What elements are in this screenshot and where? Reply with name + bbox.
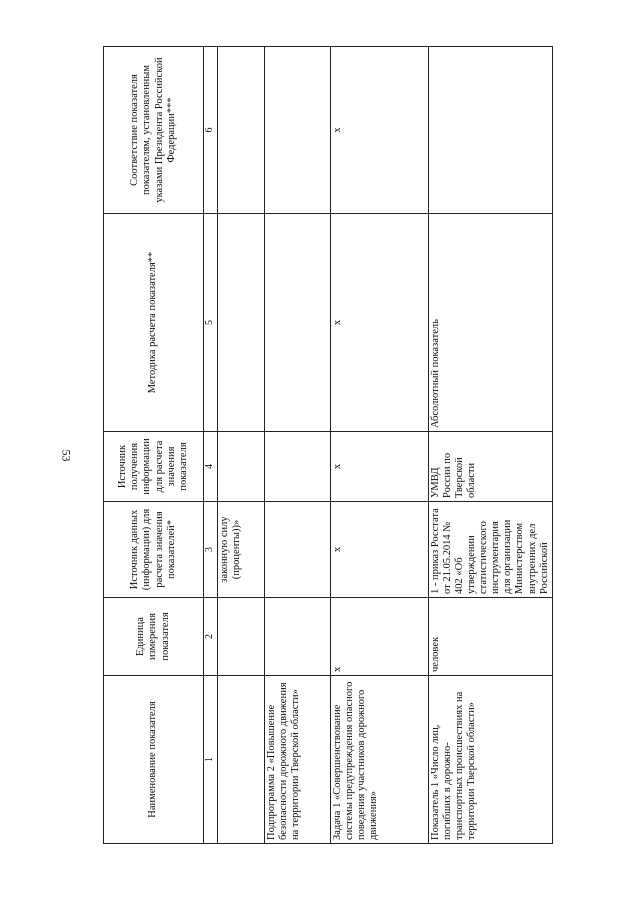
- cell: Показатель 1 «Число лиц, погибших в дорожно-транспортных происшествиях на территории Тверской области»: [429, 676, 553, 844]
- rotated-table-wrapper: [103, 47, 616, 844]
- table-row: [218, 47, 265, 844]
- table-row: [331, 47, 429, 844]
- cell: [218, 676, 265, 844]
- cell: [265, 47, 331, 214]
- column-number: 1: [204, 676, 218, 844]
- cell: [218, 47, 265, 214]
- column-number: 6: [204, 47, 218, 214]
- cell: [218, 214, 265, 432]
- table-row: [429, 47, 553, 844]
- cell: [265, 214, 331, 432]
- cell: х: [331, 214, 429, 432]
- column-number: 4: [204, 432, 218, 502]
- cell: х: [331, 598, 429, 676]
- cell: [218, 598, 265, 676]
- cell: Абсолютный показатель: [429, 214, 553, 432]
- cell: [265, 432, 331, 502]
- cell: законную силу (проценты))»: [218, 502, 265, 598]
- header-data-source: Источник данных (информации) для расчета значения показателей*: [104, 502, 204, 598]
- cell: 1 - приказ Росстата от 21.05.2014 № 402 «Об утверждении статистического инструментария для организации Министерством внутренних дел Российской: [429, 502, 553, 598]
- header-methodology: Методика расчета показателя**: [104, 214, 204, 432]
- cell: [265, 502, 331, 598]
- table-row: [265, 47, 331, 844]
- column-number: 5: [204, 214, 218, 432]
- header-indicator-name: Наименование показателя: [104, 676, 204, 844]
- header-unit: Единица измерения показателя: [104, 598, 204, 676]
- header-info-source: Источник получения информации для расчета значения показателя: [104, 432, 204, 502]
- indicators-table: [103, 46, 553, 844]
- header-compliance: Соответствие показателя показателям, установленным указами Президента Российской Федерации***: [104, 47, 204, 214]
- cell: человек: [429, 598, 553, 676]
- cell: УМВД России по Тверской области: [429, 432, 553, 502]
- cell: х: [331, 502, 429, 598]
- column-number-row: [204, 47, 218, 844]
- cell: [429, 47, 553, 214]
- column-number: 2: [204, 598, 218, 676]
- cell: [218, 432, 265, 502]
- cell: х: [331, 47, 429, 214]
- column-number: 3: [204, 502, 218, 598]
- cell: Подпрограмма 2 «Повышение безопасности дорожного движения на территории Тверской области»: [265, 676, 331, 844]
- page-number: 53: [59, 449, 74, 462]
- cell: х: [331, 432, 429, 502]
- cell: [265, 598, 331, 676]
- table-header-row: [104, 47, 204, 844]
- cell: Задача 1 «Совершенствование системы предупреждения опасного поведения участников дорожного движения»: [331, 676, 429, 844]
